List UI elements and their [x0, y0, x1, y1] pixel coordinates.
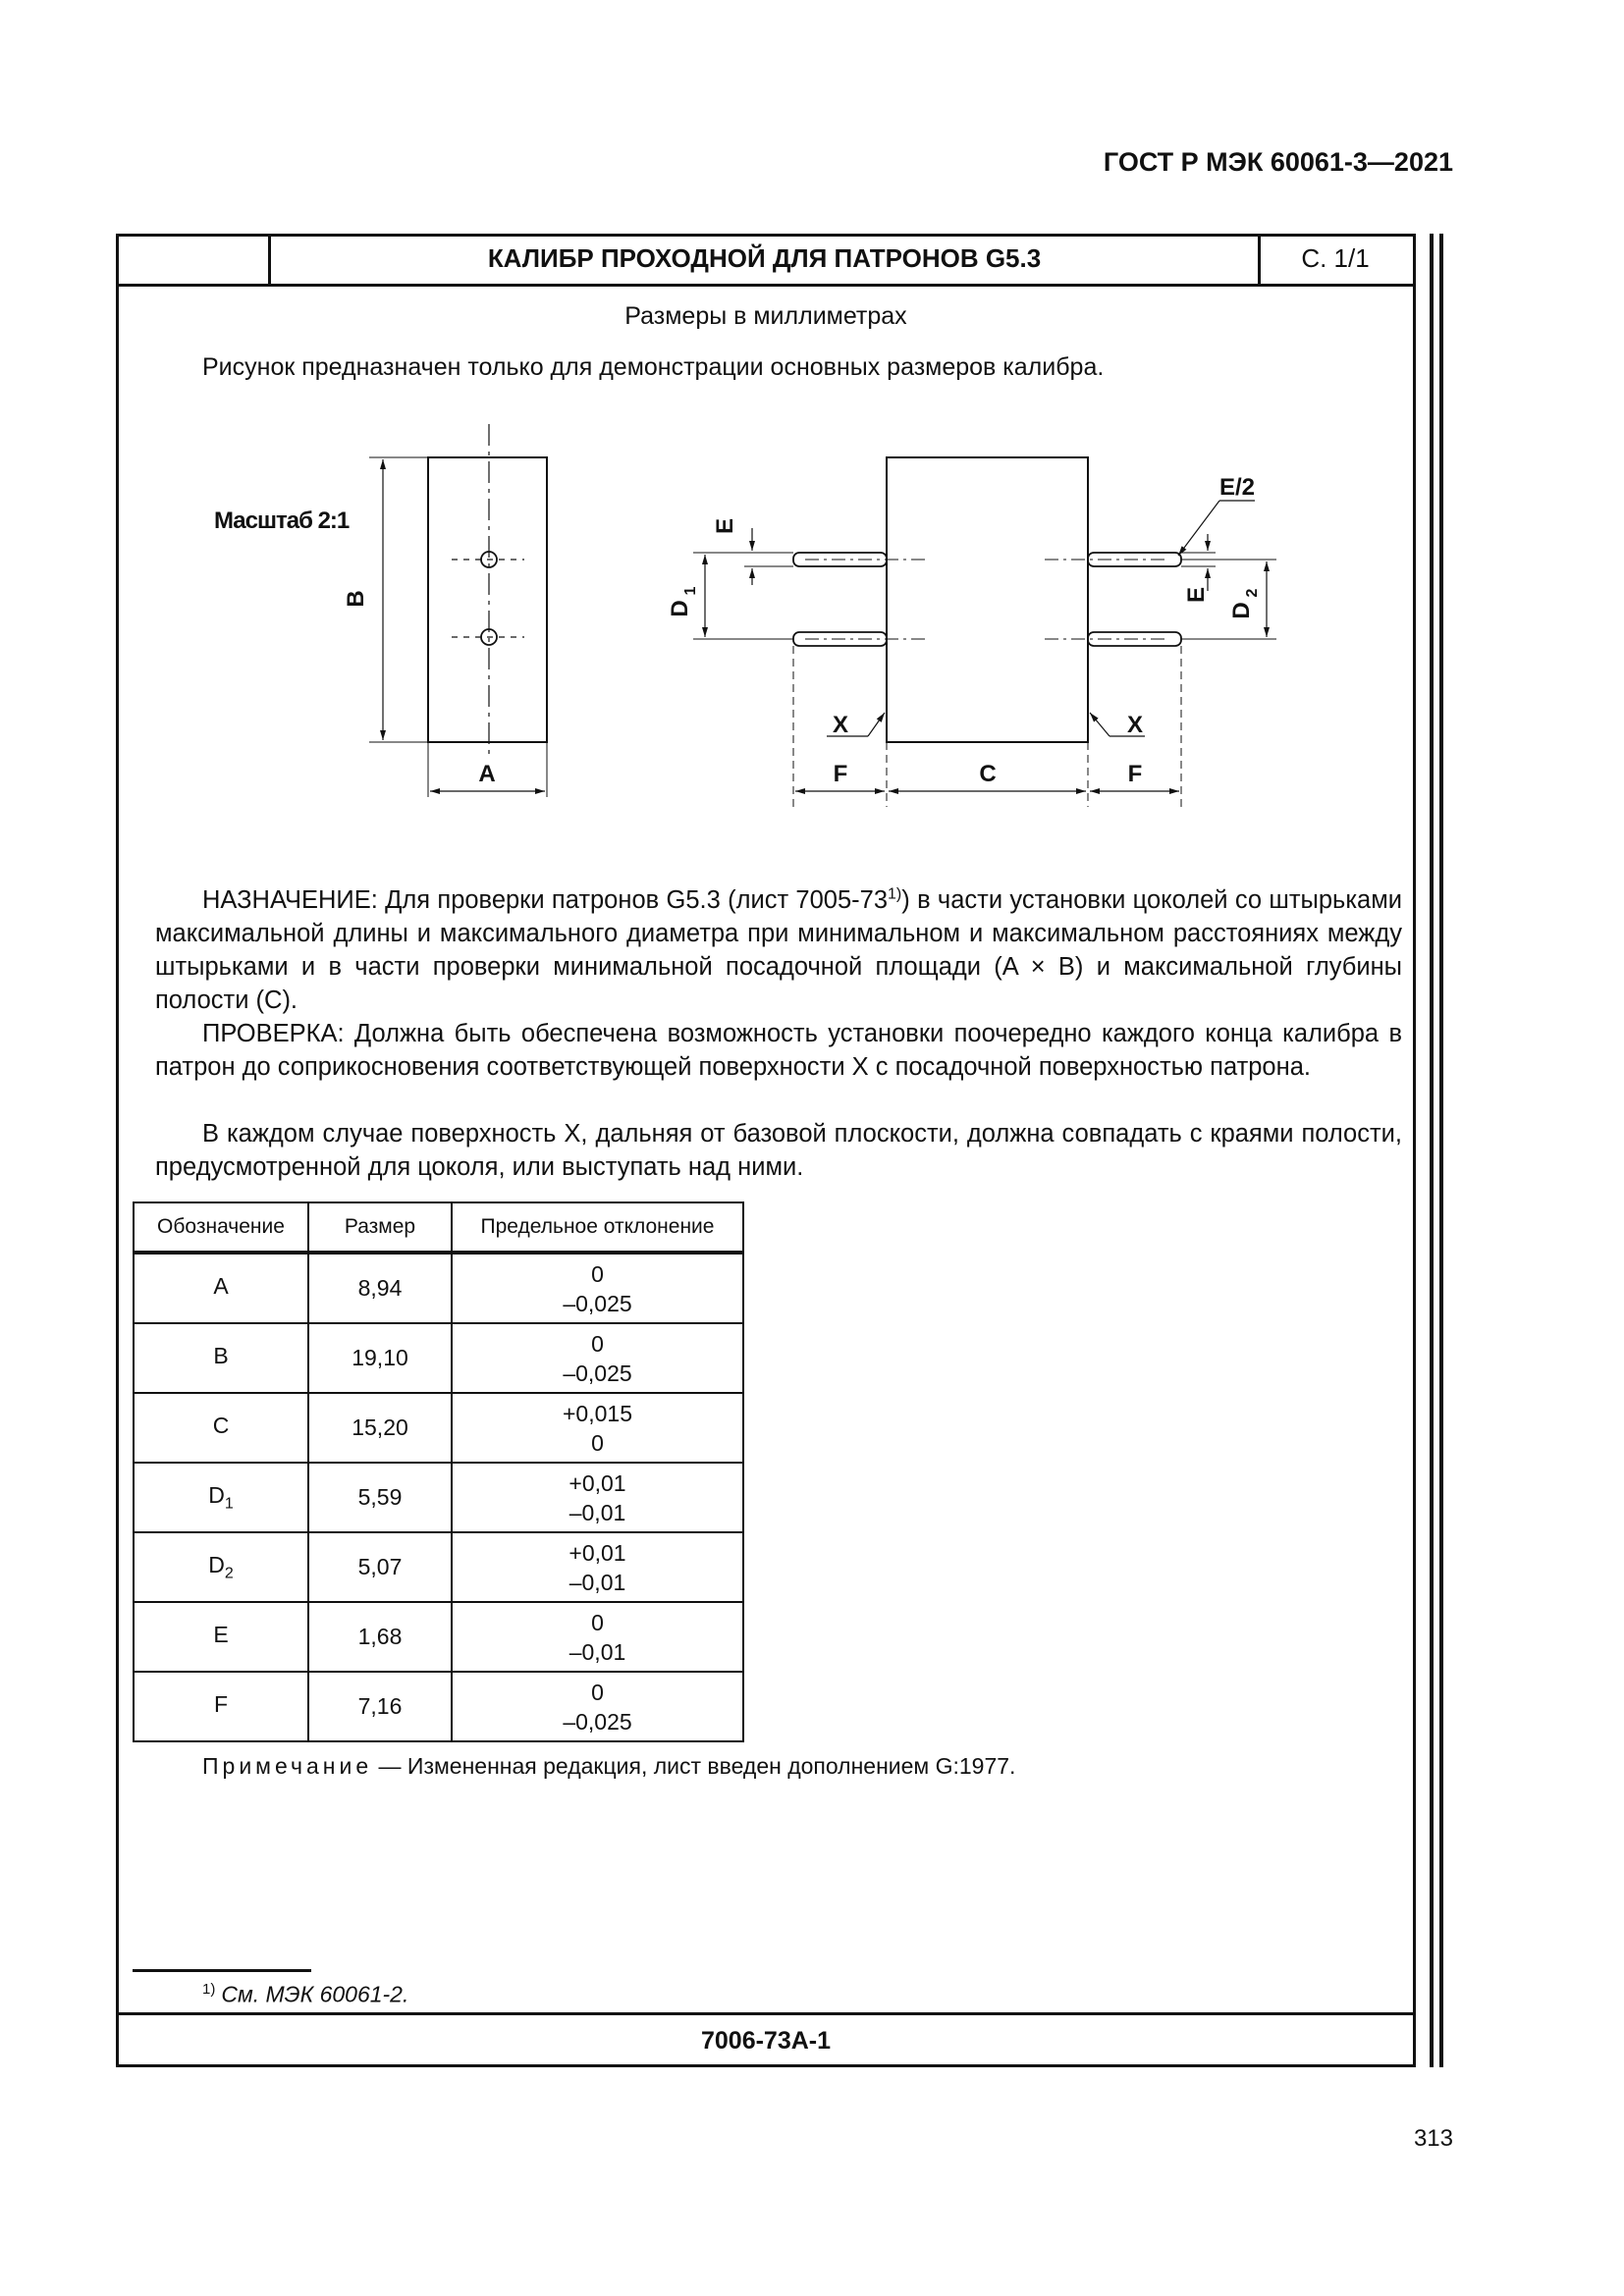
label-a: A [478, 761, 496, 787]
gauge-front-view [428, 457, 547, 742]
label-d1 [667, 586, 699, 616]
col-header-symbol: Обозначение [134, 1202, 308, 1253]
label-b: B [343, 590, 369, 608]
document-id: ГОСТ Р МЭК 60061-3—2021 [1103, 147, 1453, 177]
footnote-rule [133, 1969, 311, 1972]
cell-tolerance: +0,01 –0,01 [452, 1463, 743, 1532]
label-x-left: X [832, 712, 849, 738]
table-row [134, 1253, 743, 1323]
figure-note: Рисунок предназначен только для демонстрации основных размеров калибра. [202, 353, 1105, 381]
cell-size: 19,10 [308, 1323, 452, 1393]
note [202, 1753, 1015, 1780]
cell-symbol: $D_2$ [134, 1532, 308, 1602]
label-e-half: E/2 [1218, 474, 1256, 501]
cell-size: 5,59 [308, 1463, 452, 1532]
label-e-left: E [712, 517, 738, 535]
header-empty-cell [116, 234, 271, 284]
cell-tolerance: +0,01 –0,01 [452, 1532, 743, 1602]
table-row [134, 1463, 743, 1532]
each-case-paragraph: В каждом случае поверхность X, дальняя от базовой плоскости, должна совпадать с краями полости, предусмотренной для цоколя, или выступать над ними. [155, 1120, 1402, 1181]
page-number: 313 [1413, 2125, 1453, 2152]
label-c: C [979, 761, 997, 787]
cell-symbol: $D_1$ [134, 1463, 308, 1532]
cell-size: 8,94 [308, 1253, 452, 1323]
cell-symbol: E [134, 1602, 308, 1672]
table-row [134, 1672, 743, 1741]
table-row [134, 1602, 743, 1672]
label-e-right: E [1183, 586, 1210, 604]
table-header-row [134, 1202, 743, 1253]
svg-text:1: 1 [682, 586, 699, 596]
footnote: $^{1)}$ См. МЭК 60061-2. [202, 1981, 409, 2007]
col-header-tolerance: Предельное отклонение [452, 1202, 743, 1253]
purpose-paragraph: НАЗНАЧЕНИЕ: Для проверки патронов G5.3 (лист 7005-73$^{1)}$) в части установки цоколей со штырьками максимальной длины и максимального диаметра при минимальном и максимальном расстояниях между штырьками и в части проверки минимальной посадочной площади (A × B) и максимальной глубины полости (C). [155, 885, 1402, 1014]
svg-text:D: D [667, 600, 693, 617]
table-row [134, 1323, 743, 1393]
cell-size: 7,16 [308, 1672, 452, 1741]
cell-symbol: A [134, 1253, 308, 1323]
cell-tolerance: 0 –0,025 [452, 1672, 743, 1741]
label-x-right: X [1126, 712, 1144, 738]
cell-tolerance: +0,015 0 [452, 1393, 743, 1463]
gauge-drawing [116, 412, 1294, 825]
svg-text:D: D [1228, 602, 1255, 619]
cell-symbol: C [134, 1393, 308, 1463]
label-f-left: F [833, 761, 848, 787]
cell-tolerance: 0 –0,01 [452, 1602, 743, 1672]
cell-symbol: B [134, 1323, 308, 1393]
cell-tolerance: 0 –0,025 [452, 1253, 743, 1323]
sheet-title: КАЛИБР ПРОХОДНОЙ ДЛЯ ПАТРОНОВ G5.3 [271, 234, 1261, 284]
sheet-page-ref: С. 1/1 [1301, 243, 1370, 273]
sheet-header [116, 234, 1416, 287]
label-f-right: F [1127, 761, 1143, 787]
cell-tolerance: 0 –0,025 [452, 1323, 743, 1393]
cell-size: 15,20 [308, 1393, 452, 1463]
footnote-ref[interactable]: 1) [888, 885, 902, 903]
units-note: Размеры в миллиметрах [624, 302, 907, 330]
cell-symbol: F [134, 1672, 308, 1741]
e-half-leader [1178, 501, 1219, 556]
note-text: — Измененная редакция, лист введен дополнением G:1977. [372, 1753, 1016, 1779]
gauge-side-view [887, 457, 1088, 742]
label-d2 [1228, 588, 1261, 618]
col-header-size: Размер [308, 1202, 452, 1253]
cell-size: 5,07 [308, 1532, 452, 1602]
frame-double-line [1430, 234, 1434, 2067]
svg-text:2: 2 [1244, 588, 1261, 598]
table-row [134, 1532, 743, 1602]
sheet-footer-code: 7006-73A-1 [116, 2012, 1416, 2067]
note-label: Примечание [202, 1753, 373, 1779]
cell-size: 1,68 [308, 1602, 452, 1672]
table-row [134, 1393, 743, 1463]
check-paragraph: ПРОВЕРКА: Должна быть обеспечена возможность установки поочередно каждого конца калибра в патрон до соприкосновения соответствующей поверхности X с посадочной поверхностью патрона. [155, 1020, 1402, 1081]
frame-double-line [1439, 234, 1443, 2067]
scale-label: Масштаб 2:1 [214, 507, 350, 534]
dimensions-table [133, 1201, 744, 1742]
